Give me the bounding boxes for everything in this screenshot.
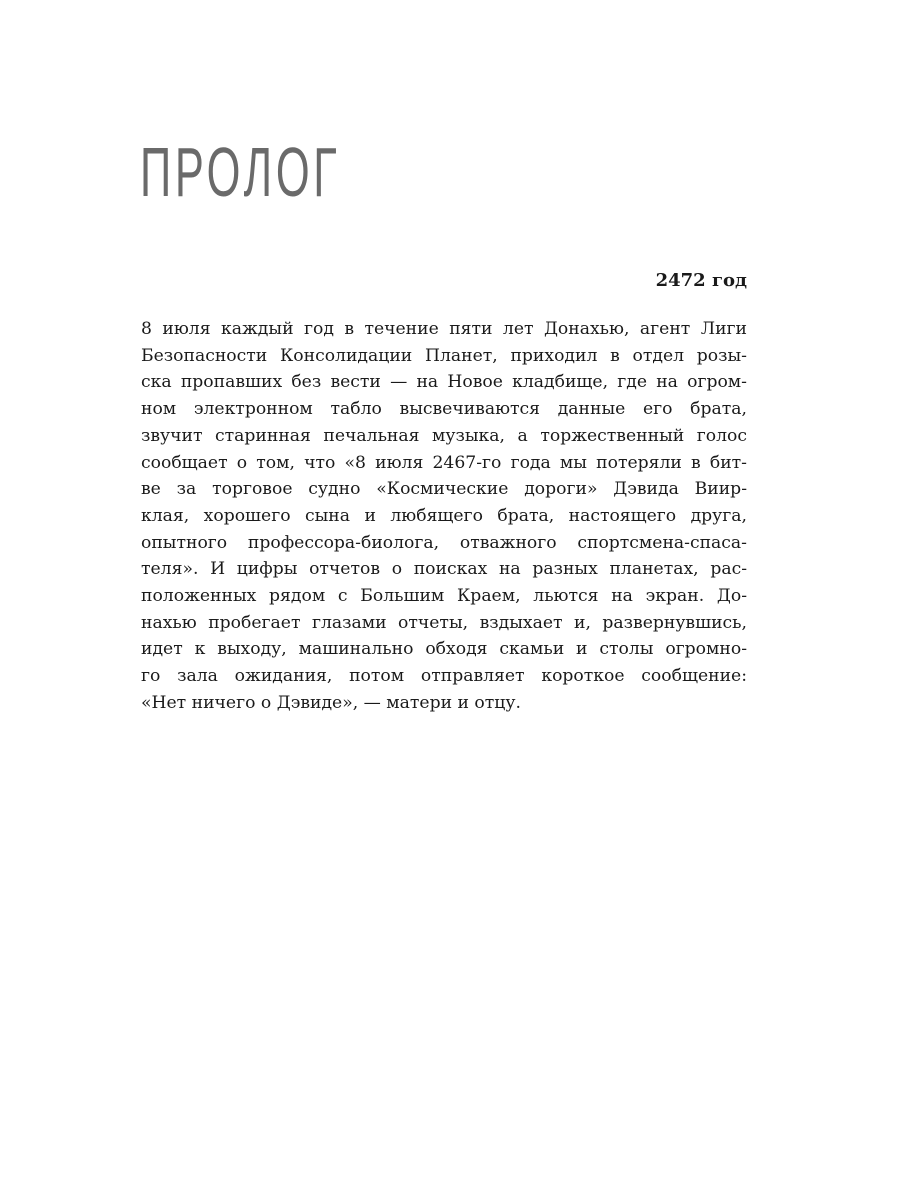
paragraph-line: ном электронном табло высвечиваются данные его брата, (141, 399, 747, 420)
paragraph-line: ве за торговое судно «Космические дороги» Дэвида Виир- (141, 479, 747, 500)
paragraph-line: Безопасности Консолидации Планет, приходил в отдел розы- (141, 345, 747, 366)
paragraph-line: клая, хорошего сына и любящего брата, настоящего друга, (141, 505, 747, 526)
paragraph-line: сообщает о том, что «8 июля 2467-го года мы потеряли в бит- (141, 452, 747, 473)
prologue-paragraph (141, 316, 747, 717)
paragraph-line: теля». И цифры отчетов о поисках на разных планетах, рас- (141, 559, 747, 580)
paragraph-line: звучит старинная печальная музыка, а торжественный голос (141, 425, 747, 446)
paragraph-line: нахью пробегает глазами отчеты, вздыхает и, развернувшись, (141, 612, 747, 633)
paragraph-line: опытного профессора-биолога, отважного спортсмена-спаса- (141, 532, 747, 553)
paragraph-line: ска пропавших без вести — на Новое кладбище, где на огром- (141, 372, 747, 393)
year-label: 2472 год (655, 270, 747, 291)
paragraph-line: положенных рядом с Большим Краем, льются на экран. До- (141, 586, 747, 607)
chapter-title: ПРОЛОГ (140, 133, 341, 211)
paragraph-line: 8 июля каждый год в течение пяти лет Донахью, агент Лиги (141, 319, 747, 339)
paragraph-line: го зала ожидания, потом отправляет короткое сообщение: (141, 666, 747, 687)
paragraph-line: «Нет ничего о Дэвиде», — матери и отцу. (141, 692, 521, 713)
paragraph-line: идет к выходу, машинально обходя скамьи и столы огромно- (141, 639, 747, 660)
